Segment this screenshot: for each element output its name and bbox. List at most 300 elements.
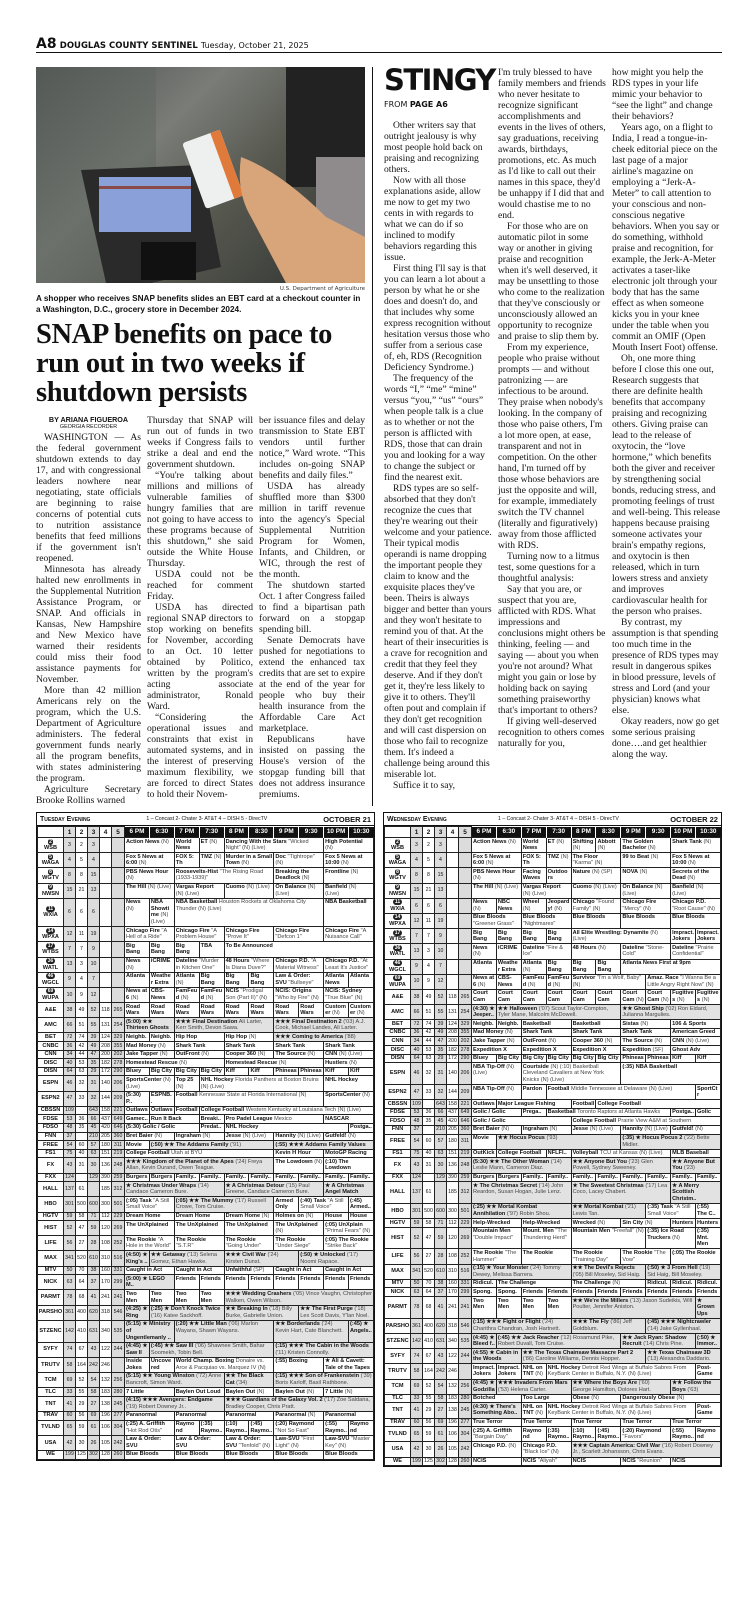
program-listing [521, 1418, 571, 1427]
program-listing [496, 1149, 546, 1158]
program-details: "Mercy" (N) [622, 905, 651, 912]
provider-channel-number: 128 [448, 1458, 457, 1464]
provider-channel-number: 610 [88, 1251, 100, 1266]
program-title: ESPNB.. [150, 1092, 172, 1105]
provider-channel-number: 278 [459, 1046, 472, 1055]
program-details: (N) [130, 994, 139, 1001]
provider-channel-number [88, 1182, 100, 1197]
provider-channel-number: 400 [423, 1318, 435, 1333]
provider-channel-number: 516 [459, 1264, 472, 1279]
provider-channel-number: 245 [112, 1396, 125, 1411]
program-listing [621, 989, 646, 1004]
provider-legend: 1 – Concast 2- Chater 3- AT&T 4 – DISH 5 - DirecTV [146, 816, 268, 822]
program-details: (N) [604, 1037, 613, 1044]
program-details: "Training Day" [572, 1256, 609, 1263]
provider-channel-number: 437 [448, 1109, 457, 1116]
provider-channel-number: 208 [101, 1042, 110, 1049]
channel-row [38, 883, 374, 898]
program-title: TBA [200, 942, 213, 949]
program-listing [274, 868, 324, 883]
provider-channel-number: 259 [459, 1173, 472, 1182]
program-details: (N) [501, 1126, 510, 1133]
program-listing [174, 957, 224, 972]
program-details: (N) [556, 838, 565, 845]
channel-name [38, 1266, 64, 1275]
program-details: (N) [591, 1395, 599, 1402]
provider-channel-number: 259 [112, 1173, 125, 1182]
time-slot-header: 9:30 [299, 827, 324, 838]
paragraph: Republicans have insisted on passing the House's version of the stopgap funding bill that does not address insurance premiums. [259, 734, 365, 800]
program-listing [472, 1054, 497, 1063]
program-listing [224, 1236, 274, 1251]
program-listing [671, 1020, 721, 1029]
program-title: The Floor [572, 853, 599, 860]
channel-number-badge: 11 [47, 905, 54, 912]
program-title: Road Wars [126, 1003, 140, 1017]
provider-channel-number: 28 [88, 1236, 100, 1251]
provider-channel-number: 6 [423, 898, 435, 913]
program-title: The Rookie [473, 1249, 504, 1256]
program-title: Blue Bloods [325, 1451, 358, 1458]
provider-channel-number: 31 [423, 1158, 435, 1173]
program-listing [125, 1003, 150, 1018]
program-title: Big Bang [225, 973, 240, 986]
program-title: Family.. [275, 1174, 296, 1181]
program-listing [571, 1249, 621, 1264]
channel-row [38, 1266, 374, 1275]
program-title: Dateline [175, 958, 198, 964]
program-listing [199, 972, 224, 987]
program-listing [199, 838, 224, 853]
movie-listing [149, 1251, 224, 1266]
program-listing [324, 898, 374, 926]
program-listing [324, 1212, 349, 1221]
program-listing [149, 1033, 174, 1042]
provider-channel-number: 390 [101, 1174, 110, 1181]
channel-name [385, 1085, 411, 1100]
program-title: Big City [150, 1068, 173, 1075]
provider-channel-number [459, 944, 472, 959]
movie-listing [125, 1396, 225, 1411]
program-details: "Going Under" [225, 1243, 262, 1250]
program-title: (:15) ★ Your Monster [473, 1265, 529, 1272]
program-title: NHL Hockey [547, 1403, 581, 1410]
program-title: ★★★ Captain America: Civil War [572, 1442, 661, 1449]
provider-channel-number: 252 [459, 1249, 472, 1264]
program-title: NHL Hockey [200, 1076, 234, 1083]
provider-channel-number: 64 [64, 1067, 76, 1076]
program-title: Doc [275, 853, 286, 860]
channel-name [38, 1158, 64, 1173]
program-details: (N) [161, 838, 169, 845]
provider-channel-number: 221 [459, 1100, 472, 1109]
program-listing [199, 1290, 224, 1305]
program-details: (N) [126, 905, 134, 912]
provider-channel-number: 312 [459, 1182, 472, 1204]
program-title: Major League Fishing [497, 1100, 556, 1107]
channel-row [385, 1442, 721, 1457]
program-title: Family.. [572, 1174, 593, 1181]
program-details: "The Hammer" [473, 1249, 517, 1263]
program-title: Outlaws [150, 1107, 173, 1114]
program-listing [249, 1067, 274, 1076]
program-listing [671, 913, 721, 928]
provider-channel-number: 41 [64, 1396, 76, 1411]
program-title: 106 & Sports [672, 1020, 707, 1027]
program-listing [224, 1173, 249, 1182]
program-details: Donaire vs. Arce & Pacquiao vs. Marquez IV (N) [175, 1358, 266, 1371]
program-title: (:50) ★ Immor.. [697, 1334, 717, 1348]
provider-channel-number: 12 [411, 913, 423, 928]
program-listing [621, 898, 671, 913]
provider-channel-number: 200 [448, 1037, 457, 1044]
program-title: NBA Basketball [325, 899, 367, 906]
provider-channel-number: 182 [101, 1059, 110, 1066]
program-listing [472, 1020, 497, 1029]
provider-channel-number [76, 1173, 88, 1182]
listing-table [384, 826, 721, 1466]
program-listing [224, 1420, 249, 1435]
program-listing [324, 1173, 349, 1182]
program-listing [125, 1388, 175, 1397]
time-slot-header: 7:30 [546, 827, 571, 838]
provider-channel-number: 355 [459, 1028, 472, 1037]
program-details: ('72) Anne Bancroft, Simon Ward. [126, 1373, 222, 1387]
channel-name [38, 1236, 64, 1251]
provider-channel-number: 140 [100, 1076, 112, 1091]
program-details: ('86) Caroline Williams, Dennis Hopper. [522, 1356, 621, 1363]
photo-caption: A shopper who receives SNAP benefits slides an EBT card at a checkout counter in a Washington, D.C., grocery store in December 2024. [36, 294, 361, 314]
program-title: On Balance [275, 884, 307, 891]
newspaper-name: DOUGLAS COUNTY SENTINEL [59, 41, 198, 51]
provider-channel-number: 10 [411, 974, 423, 989]
articles-section [36, 63, 722, 806]
provider-channel-number [112, 1357, 125, 1372]
program-listing [472, 1046, 522, 1055]
provider-channel-number: 183 [448, 1395, 457, 1402]
movie-listing [696, 1334, 721, 1349]
provider-channel-number: 53 [64, 1115, 76, 1124]
channel-row [385, 1020, 721, 1029]
provider-channel-number [112, 898, 125, 926]
program-listing [125, 1141, 150, 1150]
channel-row [385, 1227, 721, 1249]
channel-call-letters: HBO [391, 1207, 404, 1214]
provider-channel-number: 39 [435, 1020, 447, 1029]
program-title: Kiff [325, 1068, 335, 1075]
program-title: True Terror [572, 1419, 602, 1426]
program-listing [521, 1427, 546, 1442]
provider-channel-number [459, 898, 472, 913]
channel-row [385, 1349, 721, 1364]
program-listing [521, 1227, 571, 1249]
program-title: American Greed [672, 1029, 716, 1036]
program-title: Neighb. [150, 1033, 172, 1040]
program-details: "Prairie Confidential" [672, 944, 714, 958]
program-details: (N) [572, 845, 581, 852]
channel-call-letters: CNN [44, 1051, 57, 1058]
program-title: (4:25) ★ Ring [126, 1306, 148, 1319]
channel-name [385, 1394, 411, 1403]
program-listing [249, 1275, 274, 1290]
provider-channel-number: 355 [112, 1042, 125, 1051]
program-title: College Football [572, 1117, 617, 1124]
snap-headline: SNAP benefits on pace to run out in two weeks if shutdown persists [36, 319, 332, 408]
program-listing [571, 898, 621, 913]
provider-channel-number [112, 942, 125, 957]
program-details: ('13) Jason Sudeikis, Will Poulter, Jennifer Aniston. [572, 1297, 693, 1311]
jump-from: FROM [384, 100, 408, 109]
program-title: NCIS [522, 1458, 537, 1464]
program-details: (N) [314, 1158, 322, 1165]
provider-channel-number: 310 [100, 1251, 112, 1266]
movie-listing [472, 1158, 572, 1173]
program-details: (N) (Live) [175, 890, 200, 897]
program-title: Hannity [622, 1126, 643, 1133]
program-listing [546, 929, 571, 944]
time-slot-header: 7:30 [199, 827, 224, 838]
program-title: Big City [547, 1055, 569, 1062]
program-listing [596, 1288, 621, 1297]
program-title: ★★ We're the Millers [572, 1297, 629, 1304]
program-title: (:35) Task [647, 1204, 673, 1211]
provider-channel-number [112, 987, 125, 1002]
channel-row [38, 1050, 374, 1059]
channel-call-letters: DISC [390, 1046, 405, 1053]
program-listing [521, 1085, 546, 1100]
program-listing [521, 1457, 571, 1466]
provider-channel-number: 210 [89, 1133, 98, 1140]
paragraph: By contrast, my assumption is that spending too much time in the presence of RDS types may result in dangerous spikes in blood pressure, levels of stress and Lord (and your physician) knows what else. [612, 617, 719, 716]
provider-header: 3 [435, 827, 447, 838]
program-listing [472, 1134, 497, 1149]
program-title: NHL Hockey [547, 1364, 581, 1371]
provider-channel-number: 4 [435, 853, 447, 868]
program-details: (N) [506, 1037, 515, 1044]
snap-body [36, 415, 365, 806]
provider-channel-number [459, 853, 472, 868]
program-title: Postga.. [672, 1109, 694, 1116]
program-title: Atlanta [473, 960, 492, 966]
movie-listing [472, 1379, 497, 1394]
program-listing [224, 1411, 274, 1420]
channel-name [385, 944, 411, 959]
program-listing [621, 838, 671, 853]
provider-channel-number: 55 [88, 1018, 100, 1033]
program-details: (N) [505, 1029, 513, 1036]
movie-listing [149, 1141, 273, 1150]
channel-row [385, 929, 721, 944]
channel-call-letters: HIST [44, 1224, 57, 1231]
program-details: "A Hell of a Ride" [126, 927, 167, 941]
program-details: (N) [256, 1388, 265, 1395]
provider-channel-number: 19 [88, 927, 100, 942]
program-listing [571, 1020, 621, 1029]
program-details: (N) [473, 875, 481, 882]
channel-name [385, 1227, 411, 1249]
program-title: Big Bang [572, 960, 587, 973]
program-details: "Aliyah" [537, 1458, 557, 1464]
program-listing [521, 959, 546, 974]
provider-channel-number: 501 [459, 1203, 472, 1218]
program-listing [174, 1450, 224, 1459]
program-title: Atlanta News [325, 973, 345, 986]
provider-channel-number: 15 [411, 883, 423, 898]
provider-channel-number: 205 [448, 1126, 457, 1133]
outlet: GEORGIA RECORDER [59, 424, 118, 430]
channel-row [38, 1342, 374, 1357]
program-listing [621, 1063, 721, 1085]
movie-listing [274, 1320, 349, 1342]
program-title: News [126, 958, 141, 964]
provider-channel-number: 59 [435, 1227, 447, 1249]
program-details: ('12) Rosamund Pike, Robert Duvall, Tom Cruise. [497, 1334, 615, 1348]
provider-channel-number: 246 [100, 1357, 112, 1372]
program-details: ('23) [683, 1165, 695, 1172]
program-title: (:25) ★ Don't Knock Twice [150, 1306, 221, 1313]
channel-name [385, 1037, 411, 1046]
program-listing [646, 1279, 671, 1288]
program-listing [671, 989, 696, 1004]
program-details: (N) [213, 853, 222, 860]
channel-call-letters: HIST [391, 1234, 404, 1241]
program-title: Burgers [150, 1174, 173, 1181]
program-listing [472, 1100, 497, 1109]
program-title: SportsCenter [325, 1092, 361, 1099]
program-title: House [325, 1213, 343, 1219]
program-details: ('24) Kirsten Dunst. [225, 1251, 279, 1265]
channel-name [38, 1251, 64, 1266]
provider-channel-number: 69 [88, 1411, 100, 1420]
program-listing [199, 853, 224, 868]
program-details: (N) [158, 1042, 166, 1049]
program-listing [571, 883, 621, 898]
paragraph: how might you help the RDS types in your life mimic your behavior to “see the light” and change their behaviors? [612, 67, 713, 122]
provider-channel-number [100, 898, 112, 926]
program-title: Road Wars [250, 1003, 265, 1017]
program-listing [324, 1266, 374, 1275]
program-listing [224, 1435, 274, 1450]
provider-channel-number: 200 [101, 1051, 110, 1058]
channel-name [385, 929, 411, 944]
program-title: The Rookie [126, 1236, 157, 1243]
program-listing [199, 1123, 224, 1132]
provider-channel-number: 67 [423, 1349, 435, 1364]
program-title: Weather Extra [497, 960, 518, 973]
channel-row [385, 838, 721, 853]
provider-channel-number: 105 [100, 1435, 112, 1450]
program-listing [349, 1275, 374, 1290]
program-title: Caught in Act [325, 1267, 362, 1274]
program-listing [274, 927, 324, 942]
provider-channel-number: 277 [459, 1418, 472, 1427]
program-title: (:20) Raymond [622, 1427, 662, 1434]
program-details: (N) [126, 875, 134, 882]
program-listing [571, 1457, 621, 1466]
program-listing [521, 1442, 571, 1457]
program-title: Ridicul. [473, 1280, 494, 1287]
program-listing [671, 838, 721, 853]
provider-channel-number: 202 [112, 1050, 125, 1059]
program-listing [546, 838, 571, 853]
snap-column-2 [147, 415, 253, 806]
provider-channel-number [459, 838, 472, 853]
channel-call-letters: WSB [43, 845, 58, 852]
provider-channel-number: 42 [64, 1435, 76, 1450]
program-listing [149, 1067, 174, 1076]
channel-name [38, 1290, 64, 1305]
jump-page: PAGE A6 [409, 100, 448, 109]
program-listing [646, 1054, 671, 1063]
movie-listing [224, 1305, 299, 1320]
program-title: ★ A Christmas Detour [225, 1182, 285, 1189]
provider-header: 1 [411, 827, 423, 838]
provider-channel-number: 37 [64, 1132, 76, 1141]
program-title: (:55) ★★★ Addams Family Values [275, 1141, 366, 1148]
program-title: Impract. Jokers [697, 929, 719, 943]
provider-channel-number: 27 [76, 1236, 88, 1251]
program-listing [472, 989, 497, 1004]
program-title: Family.. [622, 1174, 643, 1181]
program-title: Atlanta [522, 960, 542, 966]
program-title: (:05) The Rookie [325, 1236, 369, 1243]
channel-call-letters: WTBS [389, 936, 406, 943]
provider-channel-number: 9 [76, 987, 88, 1002]
channel-row [38, 1236, 374, 1251]
program-title: Road Wars [275, 1003, 290, 1017]
program-listing [571, 1173, 596, 1182]
time-slot-header: 9 PM [274, 827, 299, 838]
provider-channel-number [423, 1125, 435, 1134]
provider-channel-number: 252 [112, 1236, 125, 1251]
provider-channel-number: 66 [88, 1115, 100, 1124]
program-title: Baylen Out [275, 1388, 305, 1395]
movie-listing [621, 1334, 696, 1349]
program-listing [521, 1037, 571, 1046]
program-details: (N) [261, 1213, 270, 1219]
program-title: Botched [473, 1395, 496, 1402]
program-details: (N) [535, 1410, 543, 1417]
program-listing [496, 989, 521, 1004]
program-listing [621, 959, 721, 974]
program-listing [125, 1059, 225, 1068]
program-title: TMZ [547, 853, 560, 860]
program-title: ★★ The First Purge [300, 1306, 353, 1313]
program-listing [274, 1450, 324, 1459]
provider-channel-number: 158 [448, 1100, 457, 1107]
provider-channel-number: 64 [76, 1275, 88, 1290]
program-details: "S.T.R" [175, 1243, 194, 1250]
program-title: Outlaws [126, 1107, 148, 1114]
program-listing [472, 1125, 522, 1134]
channel-row [38, 1320, 374, 1342]
grid-day: Wednesday Evening [387, 815, 447, 823]
program-title: Friends [647, 1288, 668, 1295]
program-listing [174, 1357, 274, 1372]
channel-row [38, 1396, 374, 1411]
program-listing [274, 1435, 324, 1450]
program-title: Basketball [547, 1109, 576, 1116]
program-listing [521, 1219, 571, 1228]
program-listing [274, 1420, 324, 1435]
program-listing [621, 1457, 671, 1466]
provider-channel-number: 140 [447, 1063, 459, 1085]
channel-call-letters: A&E [44, 1006, 57, 1013]
provider-channel-number: 209 [112, 1091, 125, 1106]
program-details: Detroit Red Wings at Buffalo Sabres From KeyBank Center in Buffalo, N.Y. (N) (Live) [547, 1364, 687, 1378]
program-listing [174, 1435, 224, 1450]
program-listing [671, 1418, 721, 1427]
